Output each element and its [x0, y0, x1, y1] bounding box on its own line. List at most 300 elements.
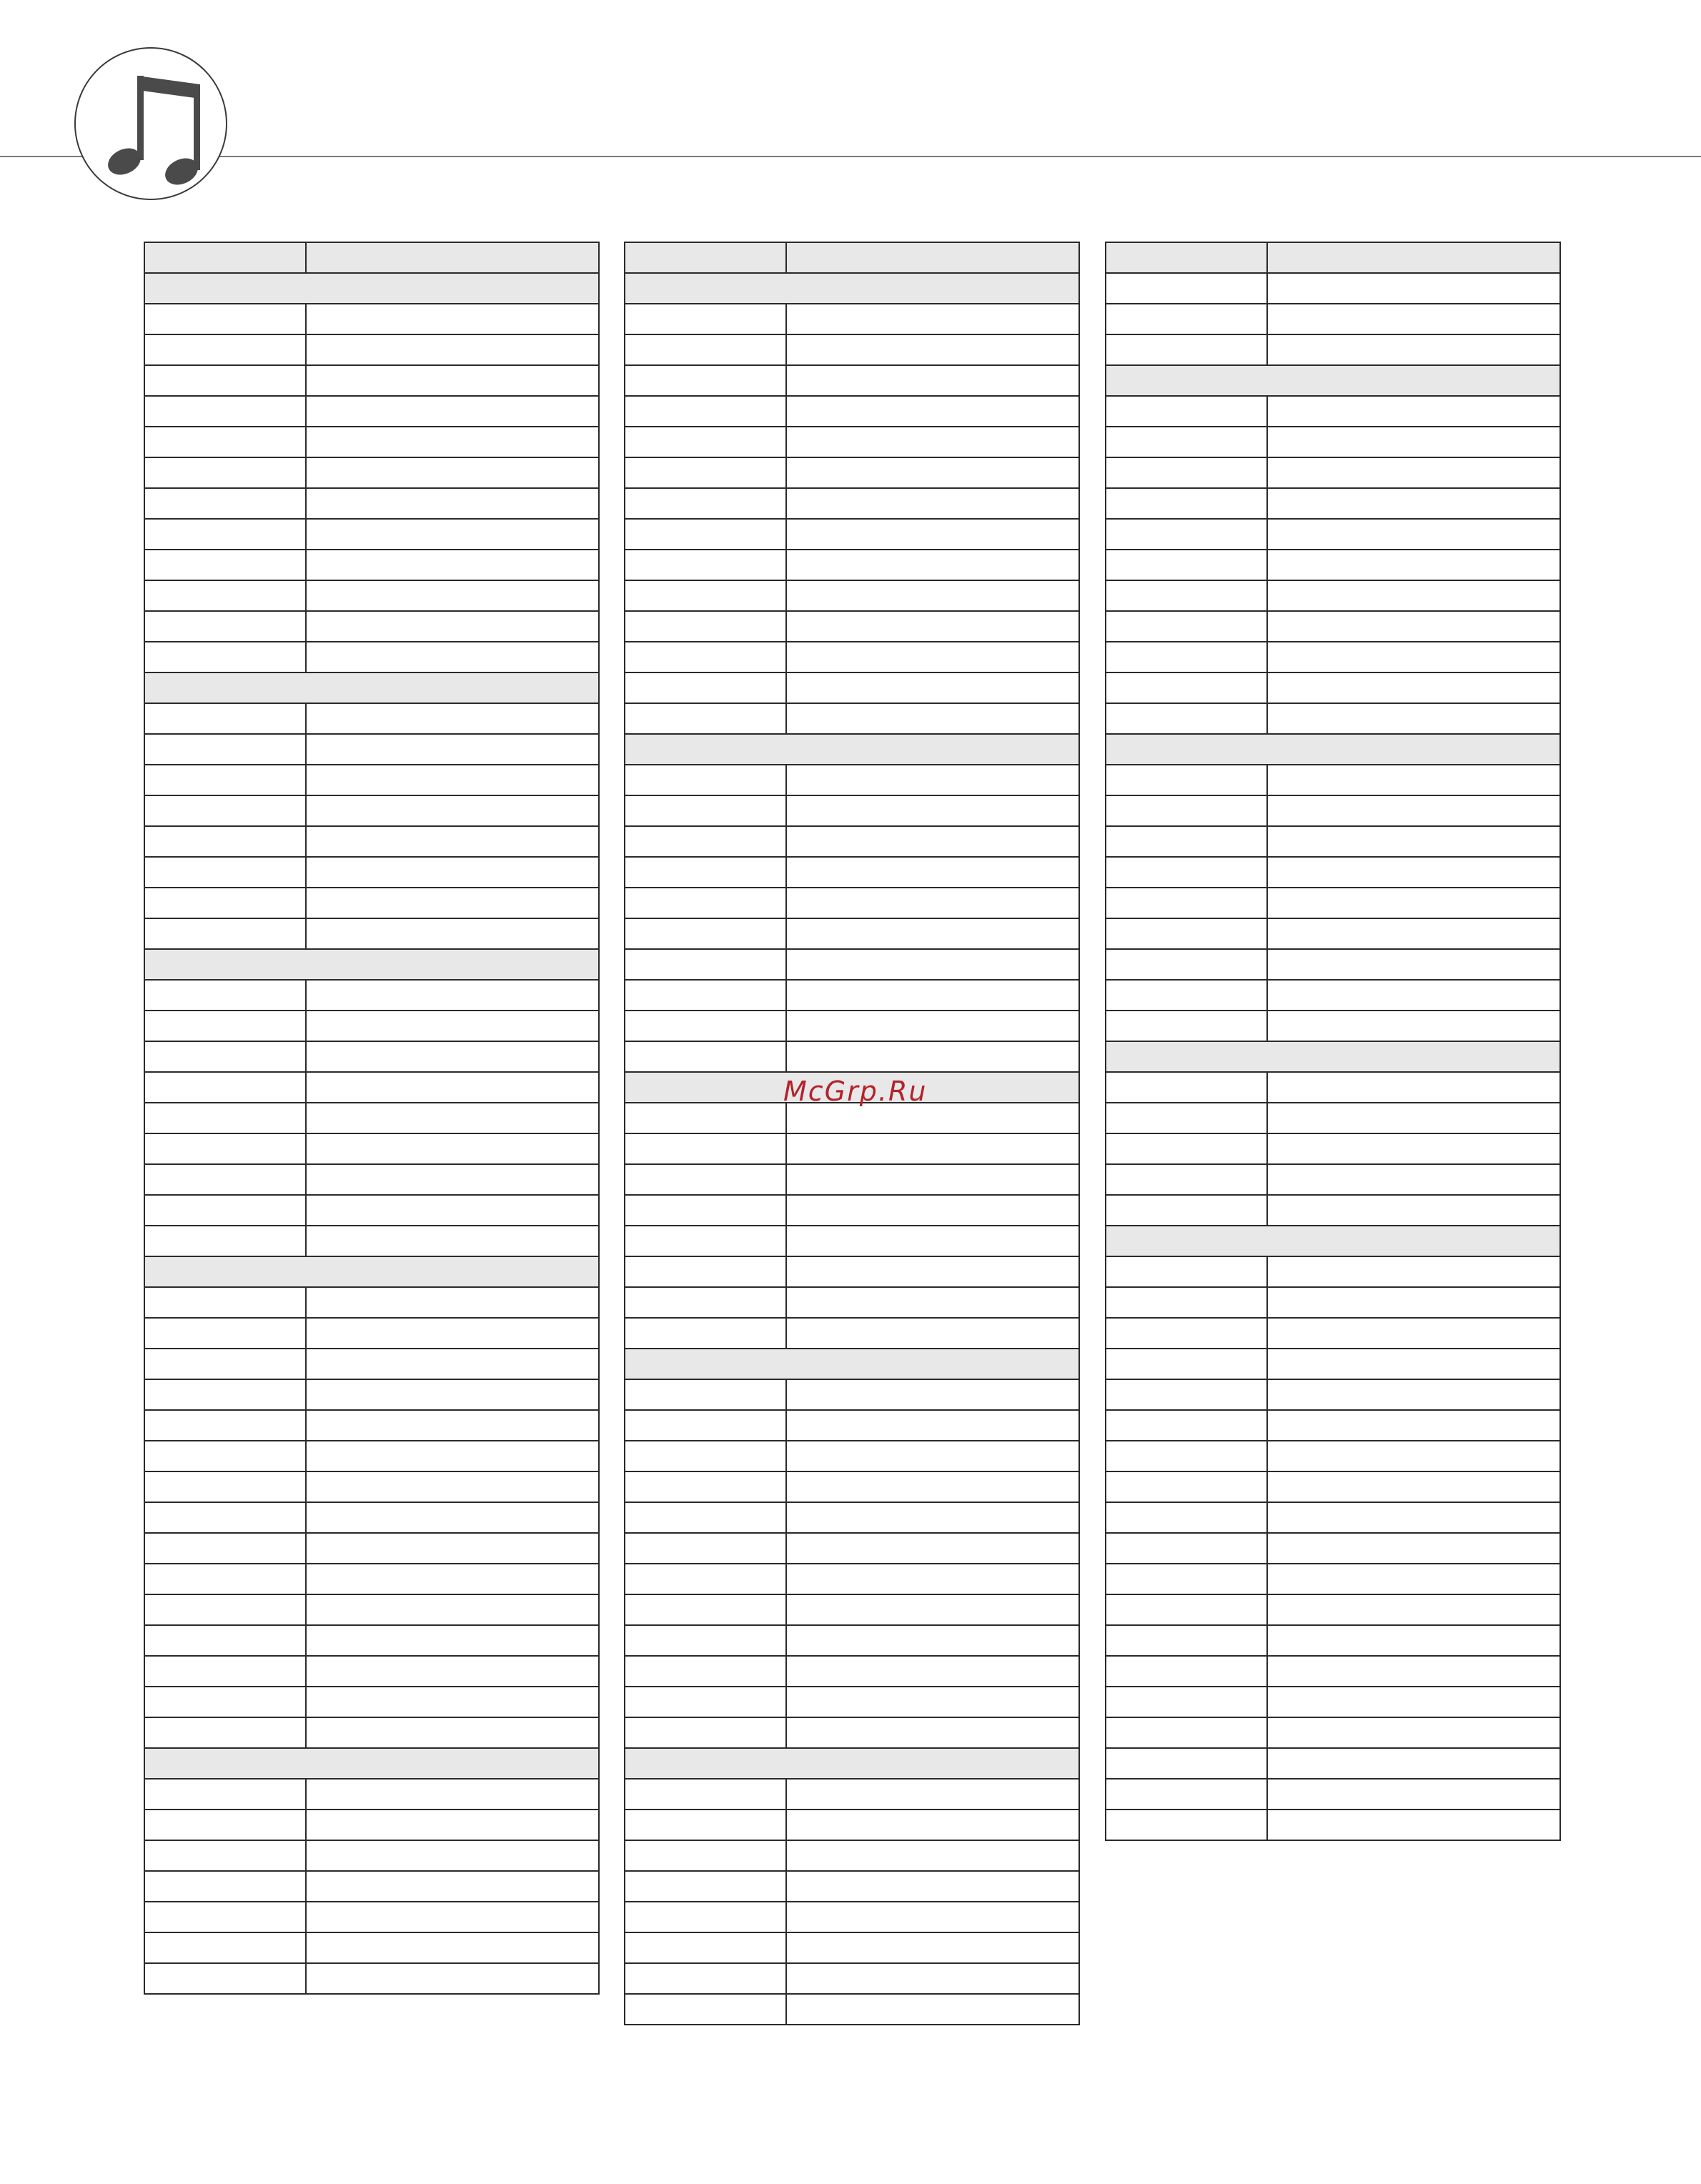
- table-cell: [1267, 980, 1560, 1011]
- table-cell: [306, 857, 599, 888]
- table-row: [1106, 857, 1560, 888]
- header-cell: [786, 242, 1079, 273]
- table-cell: [144, 1041, 306, 1072]
- table-row: [144, 703, 599, 734]
- table-row: [144, 1656, 599, 1687]
- section-header-cell: [1106, 734, 1560, 765]
- table-cell: [786, 1810, 1079, 1840]
- table-row: [625, 1441, 1079, 1471]
- table-row: [144, 334, 599, 365]
- table-cell: [625, 1932, 786, 1963]
- table-row: [144, 519, 599, 550]
- table-row: [144, 1625, 599, 1656]
- table-cell: [1267, 1164, 1560, 1195]
- table-cell: [1267, 1625, 1560, 1656]
- table-cell: [306, 795, 599, 826]
- table-cell: [786, 550, 1079, 580]
- table-row: [625, 365, 1079, 396]
- table-cell: [306, 457, 599, 488]
- table-cell: [306, 1041, 599, 1072]
- table-cell: [625, 980, 786, 1011]
- table-cell: [786, 304, 1079, 334]
- table-row: [625, 334, 1079, 365]
- table-cell: [144, 1932, 306, 1963]
- table-cell: [144, 980, 306, 1011]
- table-row: [1106, 1656, 1560, 1687]
- table-cell: [144, 1687, 306, 1717]
- table-row: [1106, 304, 1560, 334]
- table-cell: [786, 611, 1079, 642]
- table-cell: [144, 1318, 306, 1349]
- table-cell: [306, 1656, 599, 1687]
- table-cell: [306, 1564, 599, 1594]
- table-cell: [786, 1164, 1079, 1195]
- table-cell: [1267, 1502, 1560, 1533]
- table-cell: [625, 1410, 786, 1441]
- table-cell: [306, 304, 599, 334]
- table-row: [625, 1410, 1079, 1441]
- table-cell: [786, 488, 1079, 519]
- section-header-row: [144, 672, 599, 703]
- table-cell: [625, 365, 786, 396]
- music-badge: [74, 47, 227, 200]
- table-cell: [786, 1779, 1079, 1810]
- table-cell: [1267, 1379, 1560, 1410]
- table-cell: [786, 1379, 1079, 1410]
- table-cell: [144, 1594, 306, 1625]
- table-cell: [306, 918, 599, 949]
- table-cell: [306, 1349, 599, 1379]
- table-cell: [1106, 1717, 1267, 1748]
- table-cell: [306, 1379, 599, 1410]
- table-cell: [1267, 1410, 1560, 1441]
- table-cell: [144, 1625, 306, 1656]
- table-cell: [786, 949, 1079, 980]
- table-cell: [306, 611, 599, 642]
- table-cell: [786, 826, 1079, 857]
- table-cell: [625, 1226, 786, 1256]
- table-cell: [786, 1564, 1079, 1594]
- table-cell: [1106, 1564, 1267, 1594]
- table-cell: [1267, 427, 1560, 457]
- table-row: [625, 857, 1079, 888]
- table-row: [625, 1471, 1079, 1502]
- table-cell: [625, 857, 786, 888]
- table-cell: [625, 1133, 786, 1164]
- table-row: [625, 1226, 1079, 1256]
- table-row: [144, 304, 599, 334]
- section-header-row: [144, 273, 599, 304]
- table-cell: [144, 611, 306, 642]
- table-cell: [1106, 1748, 1267, 1779]
- table-row: [1106, 1164, 1560, 1195]
- table-cell: [625, 949, 786, 980]
- table-row: [144, 1779, 599, 1810]
- table-cell: [786, 1410, 1079, 1441]
- table-cell: [786, 334, 1079, 365]
- table-cell: [306, 396, 599, 427]
- table-cell: [1106, 949, 1267, 980]
- table-row: [625, 1287, 1079, 1318]
- table-row: [625, 1103, 1079, 1133]
- table-cell: [1267, 857, 1560, 888]
- table-row: [1106, 1103, 1560, 1133]
- table-row: [1106, 580, 1560, 611]
- header-cell: [306, 242, 599, 273]
- table-cell: [144, 488, 306, 519]
- table-cell: [306, 427, 599, 457]
- table-cell: [1267, 1103, 1560, 1133]
- table-cell: [1267, 519, 1560, 550]
- table-row: [144, 1471, 599, 1502]
- table-cell: [1106, 765, 1267, 795]
- section-header-cell: [144, 949, 599, 980]
- table-header-row: [625, 242, 1079, 273]
- table-cell: [786, 1963, 1079, 1994]
- table-cell: [786, 457, 1079, 488]
- table-row: [144, 1041, 599, 1072]
- table-row: [625, 1902, 1079, 1932]
- table-cell: [1106, 1256, 1267, 1287]
- table-cell: [1106, 1779, 1267, 1810]
- table-cell: [144, 1656, 306, 1687]
- table-row: [144, 488, 599, 519]
- table-row: [625, 980, 1079, 1011]
- table-cell: [306, 1779, 599, 1810]
- table-cell: [144, 1810, 306, 1840]
- table-row: [625, 519, 1079, 550]
- table-row: [1106, 1779, 1560, 1810]
- table-cell: [1267, 1533, 1560, 1564]
- table-row: [144, 1133, 599, 1164]
- table-cell: [306, 1717, 599, 1748]
- table-row: [1106, 1410, 1560, 1441]
- table-row: [1106, 703, 1560, 734]
- table-row: [144, 427, 599, 457]
- table-row: [144, 365, 599, 396]
- table-cell: [1267, 642, 1560, 672]
- header-cell: [144, 242, 306, 273]
- table-cell: [786, 795, 1079, 826]
- table-cell: [786, 1625, 1079, 1656]
- table-cell: [625, 304, 786, 334]
- table-cell: [786, 765, 1079, 795]
- table-cell: [144, 1840, 306, 1871]
- table-cell: [625, 1195, 786, 1226]
- table-cell: [1106, 488, 1267, 519]
- table-row: [144, 918, 599, 949]
- table-cell: [306, 1287, 599, 1318]
- table-cell: [144, 1902, 306, 1932]
- table-cell: [1267, 611, 1560, 642]
- table-cell: [786, 1011, 1079, 1041]
- table-row: [1106, 1471, 1560, 1502]
- table-cell: [306, 365, 599, 396]
- table-cell: [144, 1871, 306, 1902]
- section-header-cell: [144, 1748, 599, 1779]
- section-header-row: [144, 1748, 599, 1779]
- table-cell: [625, 826, 786, 857]
- table-row: [144, 580, 599, 611]
- table-cell: [306, 488, 599, 519]
- table-row: [1106, 765, 1560, 795]
- table-cell: [625, 611, 786, 642]
- table-cell: [625, 672, 786, 703]
- table-row: [144, 1871, 599, 1902]
- section-header-row: [1106, 365, 1560, 396]
- section-header-row: [1106, 1226, 1560, 1256]
- table-row: [625, 1594, 1079, 1625]
- table-cell: [786, 1041, 1079, 1072]
- table-row: [144, 1687, 599, 1717]
- table-cell: [1267, 1779, 1560, 1810]
- table-cell: [306, 519, 599, 550]
- table-header-row: [1106, 242, 1560, 273]
- table-cell: [786, 1502, 1079, 1533]
- table-cell: [1267, 672, 1560, 703]
- table-row: [144, 457, 599, 488]
- header-cell: [1267, 242, 1560, 273]
- table-row: [1106, 396, 1560, 427]
- table-cell: [1267, 273, 1560, 304]
- table-cell: [786, 1133, 1079, 1164]
- table-cell: [625, 1164, 786, 1195]
- table-cell: [144, 765, 306, 795]
- table-cell: [1106, 857, 1267, 888]
- table-cell: [625, 1564, 786, 1594]
- table-cell: [1106, 1349, 1267, 1379]
- table-row: [1106, 273, 1560, 304]
- table-cell: [1106, 795, 1267, 826]
- table-cell: [306, 734, 599, 765]
- table-row: [144, 795, 599, 826]
- table-row: [625, 888, 1079, 918]
- table-cell: [144, 888, 306, 918]
- table-row: [144, 1533, 599, 1564]
- table-cell: [786, 1871, 1079, 1902]
- table-cell: [306, 1441, 599, 1471]
- table-row: [144, 1103, 599, 1133]
- table-row: [625, 918, 1079, 949]
- table-cell: [1267, 488, 1560, 519]
- watermark-text: McGrp.Ru: [783, 1076, 928, 1107]
- table-cell: [144, 1103, 306, 1133]
- table-cell: [625, 1533, 786, 1564]
- table-row: [1106, 1287, 1560, 1318]
- table-cell: [306, 1625, 599, 1656]
- table-cell: [144, 1410, 306, 1441]
- table-row: [1106, 1687, 1560, 1717]
- table-cell: [306, 1871, 599, 1902]
- table-row: [1106, 795, 1560, 826]
- table-cell: [1106, 672, 1267, 703]
- table-cell: [625, 1103, 786, 1133]
- table-row: [625, 949, 1079, 980]
- table-row: [1106, 949, 1560, 980]
- table-row: [625, 765, 1079, 795]
- table-cell: [144, 519, 306, 550]
- section-header-row: [1106, 1041, 1560, 1072]
- table-row: [1106, 519, 1560, 550]
- section-header-cell: [1106, 365, 1560, 396]
- table-row: [625, 1994, 1079, 2025]
- table-cell: [144, 1072, 306, 1103]
- table-row: [625, 1256, 1079, 1287]
- table-cell: [306, 1932, 599, 1963]
- table-cell: [306, 1011, 599, 1041]
- table-cell: [625, 1994, 786, 2025]
- table-cell: [625, 1441, 786, 1471]
- table-row: [625, 488, 1079, 519]
- table-cell: [625, 1318, 786, 1349]
- table-row: [625, 1717, 1079, 1748]
- section-header-cell: [625, 273, 1079, 304]
- table-cell: [1267, 1195, 1560, 1226]
- table-cell: [306, 1810, 599, 1840]
- table-cell: [786, 1656, 1079, 1687]
- table-cell: [1106, 918, 1267, 949]
- table-cell: [1106, 980, 1267, 1011]
- table-cell: [1106, 1502, 1267, 1533]
- table-cell: [144, 550, 306, 580]
- table-row: [1106, 488, 1560, 519]
- table-column-b: [624, 242, 1080, 2025]
- table-cell: [144, 365, 306, 396]
- table-cell: [1106, 1625, 1267, 1656]
- table-cell: [1267, 1318, 1560, 1349]
- table-row: [1106, 427, 1560, 457]
- table-cell: [144, 703, 306, 734]
- table-row: [1106, 1195, 1560, 1226]
- table-cell: [306, 1963, 599, 1994]
- table-row: [1106, 888, 1560, 918]
- table-row: [625, 1133, 1079, 1164]
- table-cell: [786, 703, 1079, 734]
- table-cell: [306, 888, 599, 918]
- table-row: [625, 1963, 1079, 1994]
- table-cell: [786, 1594, 1079, 1625]
- table-row: [625, 1164, 1079, 1195]
- table-row: [625, 1502, 1079, 1533]
- table-row: [625, 1011, 1079, 1041]
- table-header-row: [144, 242, 599, 273]
- table-row: [1106, 1748, 1560, 1779]
- table-cell: [1267, 888, 1560, 918]
- table-cell: [1106, 396, 1267, 427]
- header-rule: [0, 156, 1701, 157]
- table-cell: [1106, 1594, 1267, 1625]
- table-cell: [625, 580, 786, 611]
- table-row: [625, 1625, 1079, 1656]
- table-cell: [1267, 396, 1560, 427]
- table-row: [1106, 826, 1560, 857]
- table-row: [625, 580, 1079, 611]
- table-cell: [625, 1379, 786, 1410]
- table-cell: [1106, 1410, 1267, 1441]
- table-cell: [1106, 334, 1267, 365]
- table-cell: [306, 1410, 599, 1441]
- table-cell: [144, 1195, 306, 1226]
- table-cell: [786, 857, 1079, 888]
- table-cell: [786, 1226, 1079, 1256]
- table-cell: [1267, 1810, 1560, 1840]
- table-cell: [144, 1349, 306, 1379]
- table-row: [625, 672, 1079, 703]
- section-header-row: [144, 1256, 599, 1287]
- music-note-icon: [76, 49, 229, 202]
- section-header-row: [625, 1349, 1079, 1379]
- table-row: [625, 1656, 1079, 1687]
- table-cell: [144, 1226, 306, 1256]
- table-cell: [1267, 795, 1560, 826]
- table-row: [1106, 1011, 1560, 1041]
- table-row: [144, 1502, 599, 1533]
- table-cell: [306, 826, 599, 857]
- table-row: [625, 427, 1079, 457]
- table-cell: [1106, 304, 1267, 334]
- table-cell: [625, 1625, 786, 1656]
- table-cell: [1267, 949, 1560, 980]
- table-cell: [625, 1810, 786, 1840]
- table-cell: [1106, 1133, 1267, 1164]
- table-cell: [1267, 765, 1560, 795]
- table-cell: [1267, 1072, 1560, 1103]
- table-cell: [625, 1502, 786, 1533]
- table-row: [1106, 980, 1560, 1011]
- table-cell: [1106, 1011, 1267, 1041]
- table-cell: [1267, 1656, 1560, 1687]
- table-row: [144, 888, 599, 918]
- table-cell: [625, 1011, 786, 1041]
- table-row: [144, 550, 599, 580]
- table-cell: [1106, 611, 1267, 642]
- table-cell: [625, 457, 786, 488]
- table-row: [625, 1810, 1079, 1840]
- table-cell: [1267, 1256, 1560, 1287]
- table-row: [144, 1379, 599, 1410]
- table-cell: [144, 1717, 306, 1748]
- table-row: [144, 611, 599, 642]
- table-cell: [1267, 1687, 1560, 1717]
- table-cell: [306, 334, 599, 365]
- table-row: [144, 1963, 599, 1994]
- table-cell: [786, 365, 1079, 396]
- table-cell: [144, 1779, 306, 1810]
- table-cell: [625, 703, 786, 734]
- table-cell: [1106, 1471, 1267, 1502]
- table-cell: [786, 427, 1079, 457]
- table-row: [1106, 550, 1560, 580]
- table-row: [1106, 457, 1560, 488]
- table-cell: [144, 826, 306, 857]
- table-row: [144, 826, 599, 857]
- table-row: [1106, 1810, 1560, 1840]
- table-cell: [1267, 457, 1560, 488]
- table-cell: [144, 1287, 306, 1318]
- table-cell: [625, 427, 786, 457]
- table-row: [625, 1379, 1079, 1410]
- section-header-cell: [625, 734, 1079, 765]
- table-cell: [625, 1902, 786, 1932]
- table-cell: [1106, 888, 1267, 918]
- table-cell: [144, 1011, 306, 1041]
- table-row: [144, 1840, 599, 1871]
- table-cell: [306, 1318, 599, 1349]
- table-cell: [144, 427, 306, 457]
- table-cell: [306, 1902, 599, 1932]
- table-cell: [625, 918, 786, 949]
- table-row: [144, 1164, 599, 1195]
